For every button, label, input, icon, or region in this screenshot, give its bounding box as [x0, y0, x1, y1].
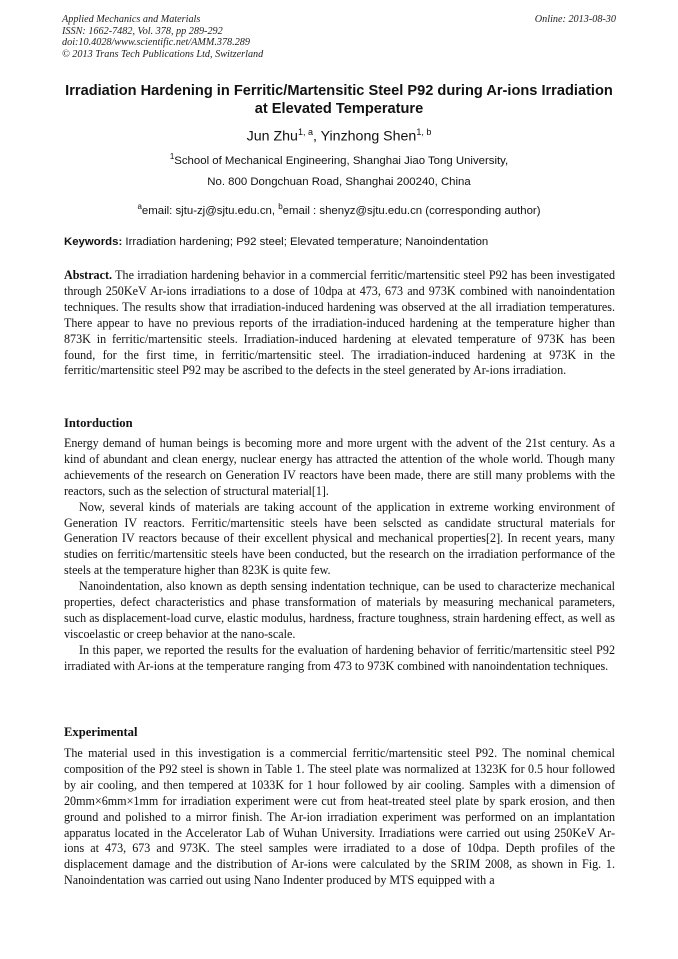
affiliation-line-2: No. 800 Dongchuan Road, Shanghai 200240, China: [207, 176, 471, 188]
author-separator: ,: [312, 128, 321, 145]
experimental-body: [64, 746, 615, 889]
keywords-label: Keywords:: [64, 236, 123, 248]
paragraph: Nanoindentation, also known as depth sensing indentation technique, can be used to characterize mechanical properties, defect characteristics and phase transformation of materials by measuring mechanical parameters, such as displacement-load curve, elastic modulus, hardness, fracture toughness, strain hardening effect, as well as viscoelastic or creep behavior at the nano-scale.: [64, 579, 615, 641]
abstract: [64, 268, 615, 379]
section-heading-experimental: Experimental: [64, 725, 138, 739]
author-name: Yinzhong Shen: [320, 128, 417, 145]
email-b: email : shenyz@sjtu.edu.cn (corresponding author): [282, 204, 541, 217]
affiliation-mark: 1: [169, 152, 175, 161]
paragraph: Now, several kinds of materials are taking account of the application in extreme working environment of Generation IV reactors. Ferritic/martensitic steels have been selscted as candidate structural materials for Generation IV reactors because of their excellent physical and mechanical properties[2]. In recent years, many studies on ferritic/martensitic steels have been conducted, but the research on the irradiation performance of the steels at the temperature higher than 823K is quite few.: [64, 499, 615, 578]
abstract-label: Abstract.: [64, 268, 113, 282]
copyright-line: © 2013 Trans Tech Publications Ltd, Switzerland: [62, 48, 264, 60]
author-line: [62, 123, 616, 146]
keywords-text: Irradiation hardening; P92 steel; Elevated temperature; Nanoindentation: [122, 236, 489, 248]
journal-header: [62, 14, 616, 60]
email-mark-a: a: [137, 202, 142, 211]
paragraph: Energy demand of human beings is becoming more and more urgent with the advent of the 21st century. As a kind of abundant and clean energy, nuclear energy has attracted the attention of the whole world. Though many achievements of the research on Generation IV reactors have been made, there are still many problems with the reactors, such as the selection of structural material[1].: [64, 436, 615, 498]
section-heading-introduction: Intorduction: [64, 416, 133, 430]
issn-line: ISSN: 1662-7482, Vol. 378, pp 289-292: [62, 25, 223, 37]
author-affiliation-mark: 1, b: [416, 127, 432, 137]
paragraph: In this paper, we reported the results for the evaluation of hardening behavior of ferritic/martensitic steel P92 irradiated with Ar-ions at the temperature ranging from 473 to 973K combined with nanoindentation techniques.: [64, 642, 615, 673]
paper-title: Irradiation Hardening in Ferritic/Martensitic Steel P92 during Ar-ions Irradiation at Elevated Temperature: [65, 83, 613, 117]
email-a: email: sjtu-zj@sjtu.edu.cn,: [141, 204, 279, 217]
journal-name: Applied Mechanics and Materials: [62, 14, 201, 25]
author-name: Jun Zhu: [246, 128, 298, 145]
abstract-text: The irradiation hardening behavior in a commercial ferritic/martensitic steel P92 has been investigated through 250KeV Ar-ions irradiations to a dose of 10dpa at 473, 673 and 973K combined with nanoindentation techniques. The results show that irradiation-induced hardening was observed at the all irradiation temperatures. There appear to have no previous reports of the irradiation-induced hardening at the temperature higher than 873K in ferritic/martensitic steels. Irradiation-induced hardening at elevated temperature of 973K has been found, for the first time, in ferritic/martensitic steel. The irradiation-induced hardening at 973K in the ferritic/martensitic steel P92 may be ascribed to the defects in the steel generated by Ar-ions irradiation.: [64, 268, 615, 378]
introduction-body: [64, 436, 615, 675]
email-line: [62, 200, 616, 218]
doi-line: doi:10.4028/www.scientific.net/AMM.378.289: [62, 37, 250, 49]
affiliation-text: School of Mechanical Engineering, Shanghai Jiao Tong University,: [174, 154, 509, 167]
paragraph: The material used in this investigation is a commercial ferritic/martensitic steel P92. The nominal chemical composition of the P92 steel is shown in Table 1. The steel plate was normalized at 1323K for 0.5 hour followed by air cooling, and then tempered at 1033K for 1 hour followed by air cooling. Samples with a dimension of 20mm×6mm×1mm for irradiation experiment were cut from heat-treated steel plate by spark erosion, and then ground and polished to a mirror finish. The Ar-ion irradiation experiment was performed on an implantation apparatus located in the Accelerator Lab of Wuhan University. Irradiations were carried out using 250KeV Ar-ions at 473, 673 and 973K. The steel samples were irradiated to a dose of 10dpa. Depth profiles of the displacement damage and the distribution of Ar-ions were calculated by the SRIM 2008, as shown in Fig. 1. Nanoindentation was carried out using Nano Indenter produced by MTS equipped with a: [64, 746, 615, 888]
author-affiliation-mark: 1, a: [297, 127, 313, 137]
affiliation-line-1: [62, 150, 616, 168]
email-mark-b: b: [278, 202, 283, 211]
online-date: Online: 2013-08-30: [534, 14, 616, 25]
keywords: [64, 235, 616, 249]
